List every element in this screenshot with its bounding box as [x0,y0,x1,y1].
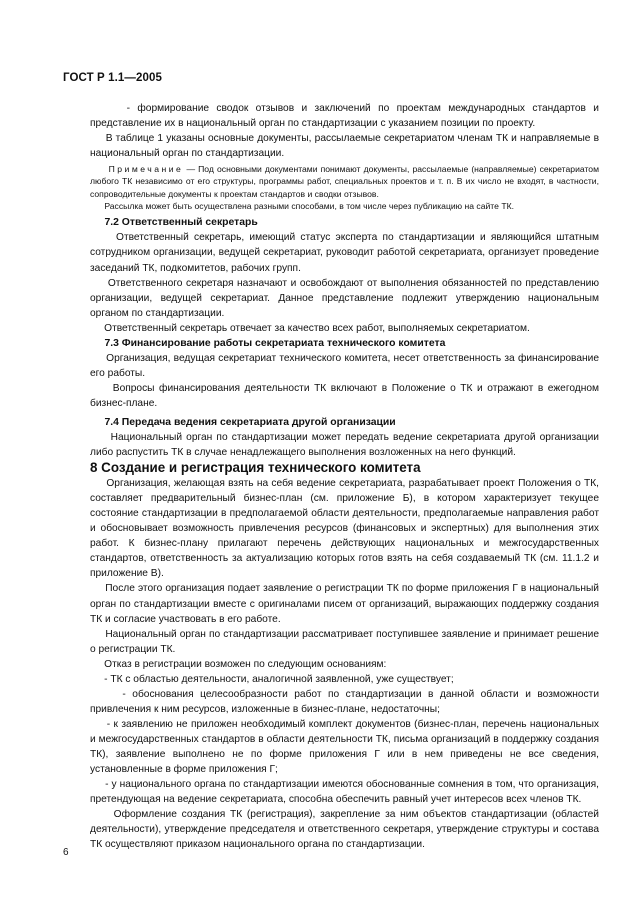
list-item [90,717,599,777]
paragraph-text: Организация, желающая взять на себя ведение секретариата, разрабатывает проект Положения о ТК, составляет предварительный бизнес-план (см. приложение Б), в котором характеризует текущее состояние стандартизации в предполагаемой области деятельности, предполагаемые направления работ и обосновывает возможность привлечения ресурсов (финансовых и экспертных) для выполнения этих работ. К бизнес-плану прилагают перечень действующих национальных и межгосударственных стандартов, ответственность за актуализацию которых готов взять на себя создаваемый ТК (см. 11.1.2 и приложение В). [90,478,599,580]
section-heading-7-4 [90,415,599,430]
heading-text: 8 Создание и регистрация технического комитета [90,460,421,476]
paragraph-text: Ответственного секретаря назначают и освобождают от выполнения обязанностей по представлению организации, ведущей секретариат. Данное представление подлежит утверждению национальным органом по стандартизации. [90,277,600,319]
paragraph-text: Национальный орган по стандартизации рассматривает поступившее заявление и принимает решение о регистрации ТК. [90,628,599,655]
paragraph [90,627,599,657]
note [90,200,599,212]
paragraph-text: - формирование сводок отзывов и заключений по проектам международных стандартов и представление их в национальный орган по стандартизации с указанием позиции по проекту. [90,103,599,130]
note-text: Рассылка может быть осуществлена разными способами, в том числе через публикацию на сайте ТК. [104,201,514,212]
paragraph [90,351,599,381]
heading-text: 7.3 Финансирование работы секретариата технического комитета [104,337,446,349]
note [90,163,599,200]
paragraph-text: Организация, ведущая секретариат технического комитета, несет ответственность за финансирование его работы. [90,352,599,379]
section-heading-7-2 [90,215,599,230]
paragraph-text: Отказ в регистрации возможен по следующим основаниям: [104,658,387,670]
paragraph-text: - у национального органа по стандартизации имеются обоснованные сомнения в том, что организация, претендующая на ведение секретариата, способна обеспечить равный учет интересов всех членов ТК. [90,779,599,806]
paragraph [90,430,599,460]
list-item [90,687,599,717]
paragraph [90,381,599,411]
paragraph [90,807,599,852]
section-heading-7-3 [90,336,599,351]
document-body [90,101,599,852]
paragraph [90,581,599,626]
list-item [90,777,599,807]
note-label: Примечание [108,164,184,175]
paragraph-text: Национальный орган по стандартизации может передать ведение секретариата другой организации либо распустить ТК в случае ненадлежащего выполнения возложенных на него функций. [90,432,599,459]
paragraph [90,230,599,275]
heading-text: 7.4 Передача ведения секретариата другой организации [104,416,396,428]
heading-text: 7.2 Ответственный секретарь [104,217,258,229]
paragraph-text: - к заявлению не приложен необходимый комплект документов (бизнес-план, перечень национальных и межгосударственных стандартов в области деятельности ТК, письма организаций в поддержку создания ТК), заявление выполнено не по форме приложения Г или в нем приведены не все сведения, установленные в форме приложения Г; [90,718,599,776]
paragraph-text: В таблице 1 указаны основные документы, рассылаемые секретариатом членам ТК и направляемые в национальный орган по стандартизации. [90,133,599,160]
paragraph-text: Ответственный секретарь, имеющий статус эксперта по стандартизации и являющийся штатным сотрудником организации, ведущей секретариат, руководит работой секретариата, организует проведение заседаний ТК, подкомитетов, рабочих групп. [90,232,599,274]
paragraph [90,101,599,131]
paragraph [90,657,599,672]
paragraph-text: Ответственный секретарь отвечает за качество всех работ, выполняемых секретариатом. [104,322,530,334]
section-heading-8 [90,460,599,476]
page-number: 6 [63,847,69,858]
paragraph [90,321,599,336]
list-item [90,672,599,687]
paragraph-text: Вопросы финансирования деятельности ТК включают в Положение о ТК и отражают в ежегодном бизнес-плане. [90,382,599,409]
paragraph-text: После этого организация подает заявление о регистрации ТК по форме приложения Г в национальный орган по стандартизации вместе с оригиналами писем от организаций, выражающих поддержку создания ТК и согласие участвовать в его работе. [90,583,599,625]
standard-code-header: ГОСТ Р 1.1—2005 [63,72,162,84]
paragraph [90,276,599,321]
paragraph [90,131,599,161]
note-text: — Под основными документами понимают документы, рассылаемые (направляемые) секретариатом любого ТК независимо от его структуры, программы работ, специальных проектов и т. п. В их число не входят, в частности, сопроводительные документы к проектам стандартов и сводки отзывов. [90,164,599,199]
paragraph-text: - обоснования целесообразности работ по стандартизации в данной области и возможности привлечения к ним ресурсов, изложенные в бизнес-плане, недостаточны; [90,688,600,715]
paragraph [90,476,599,581]
paragraph-text: Оформление создания ТК (регистрация), закрепление за ним объектов стандартизации (областей деятельности), утверждение председателя и ответственного секретаря, утверждение структуры и состава ТК осуществляют приказом национального органа по стандартизации. [90,809,599,851]
paragraph-text: - ТК с областью деятельности, аналогичной заявленной, уже существует; [104,673,454,685]
